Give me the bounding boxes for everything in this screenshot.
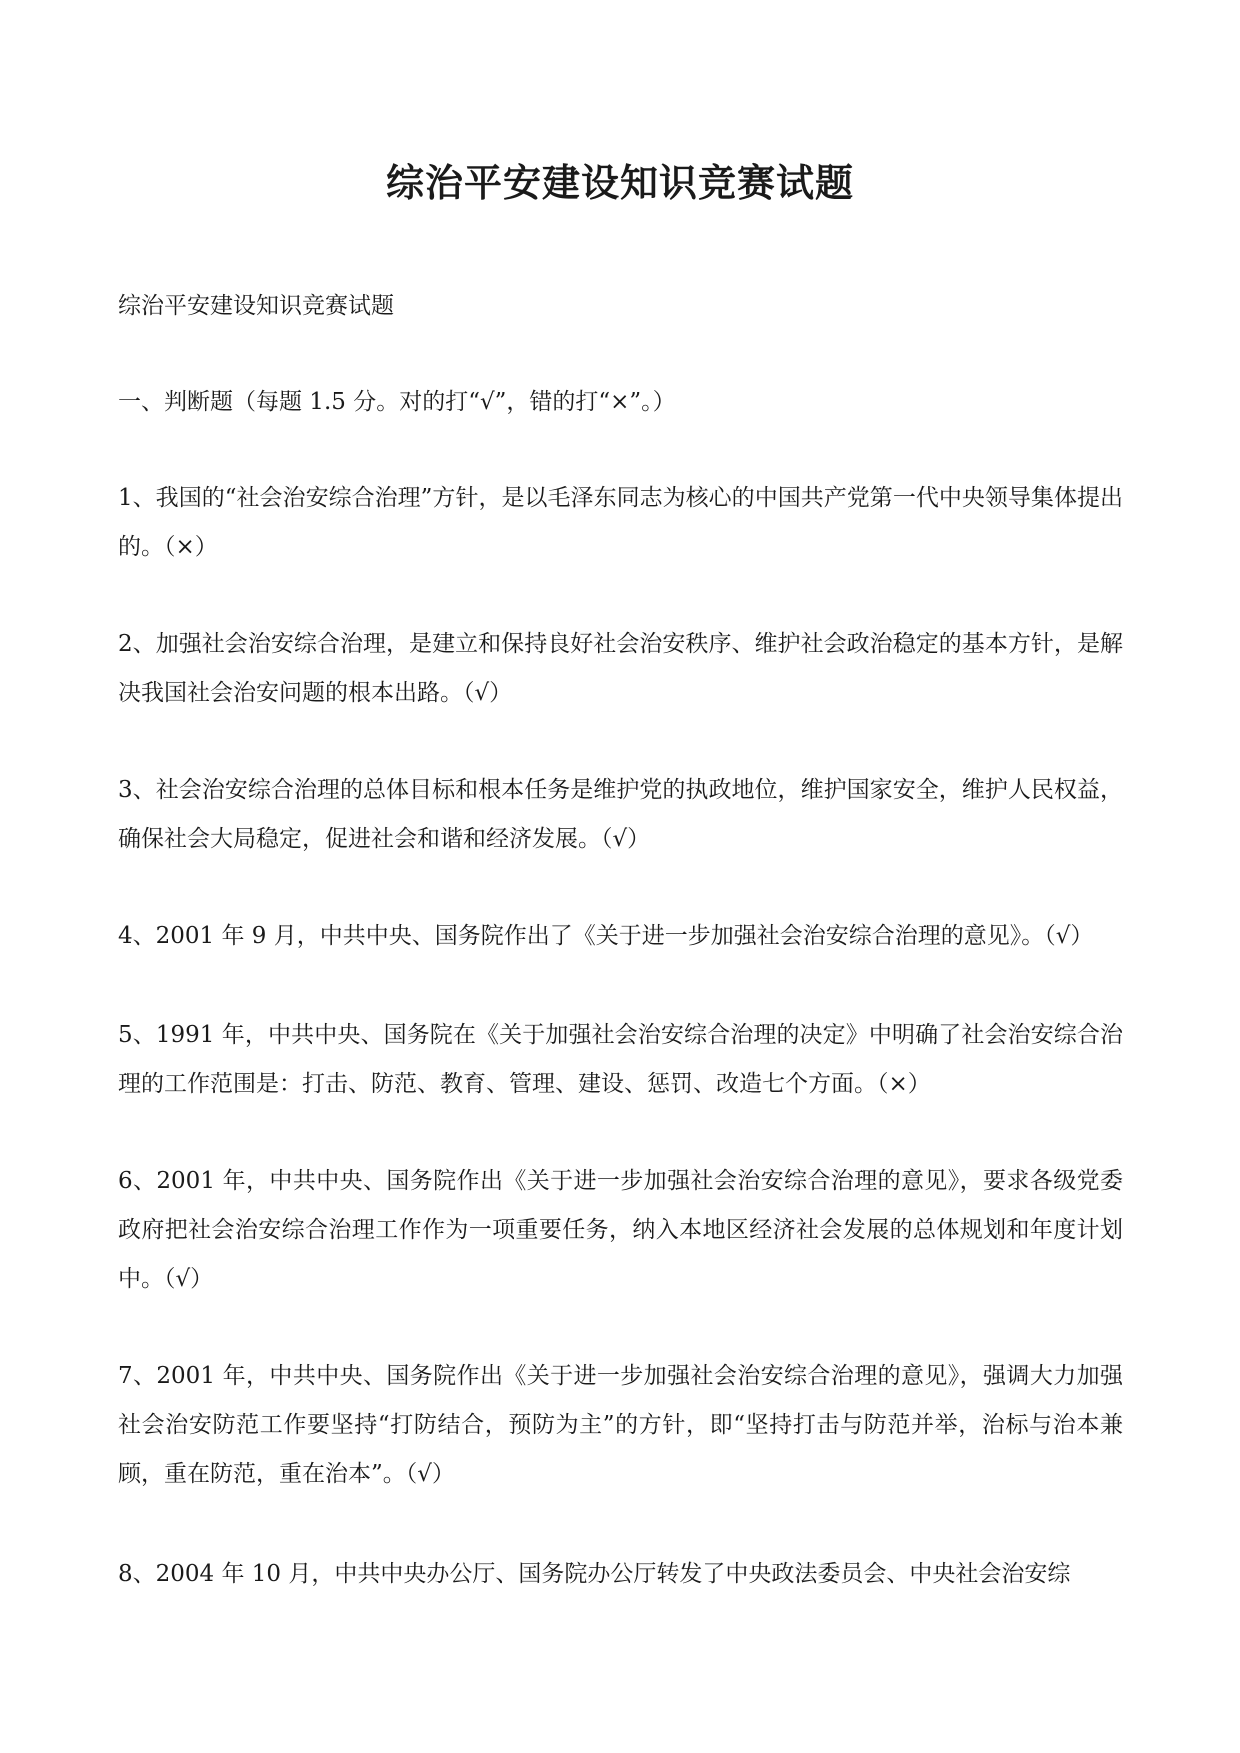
question-2: 2、加强社会治安综合治理，是建立和保持良好社会治安秩序、维护社会政治稳定的基本方针，是解决我国社会治安问题的根本出路。（√） [118,631,1123,706]
question-1: 1、我国的“社会治安综合治理”方针，是以毛泽东同志为核心的中国共产党第一代中央领导集体提出的。（×） [118,485,1123,560]
section-heading: 一、判断题（每题 1.5 分。对的打“√”，错的打“×”。） [118,389,676,415]
question-4: 4、2001 年 9 月，中共中央、国务院作出了《关于进一步加强社会治安综合治理的意见》。（√） [118,923,1094,949]
question-3: 3、社会治安综合治理的总体目标和根本任务是维护党的执政地位，维护国家安全，维护人民权益，确保社会大局稳定，促进社会和谐和经济发展。（√） [118,777,1123,852]
question-8: 8、2004 年 10 月，中共中央办公厅、国务院办公厅转发了中央政法委员会、中央社会治安综 [118,1561,1071,1587]
question-6: 6、2001 年，中共中央、国务院作出《关于进一步加强社会治安综合治理的意见》，要求各级党委政府把社会治安综合治理工作作为一项重要任务，纳入本地区经济社会发展的总体规划和年度计划中。（√） [118,1168,1123,1292]
question-5: 5、1991 年，中共中央、国务院在《关于加强社会治安综合治理的决定》中明确了社会治安综合治理的工作范围是：打击、防范、教育、管理、建设、惩罚、改造七个方面。（×） [118,1022,1123,1097]
document-title: 综治平安建设知识竞赛试题 [385,160,854,205]
question-7: 7、2001 年，中共中央、国务院作出《关于进一步加强社会治安综合治理的意见》，强调大力加强社会治安防范工作要坚持“打防结合，预防为主”的方针，即“坚持打击与防范并举，治标与治本兼顾，重在防范，重在治本”。（√） [118,1363,1123,1487]
document-subtitle: 综治平安建设知识竞赛试题 [118,293,394,319]
